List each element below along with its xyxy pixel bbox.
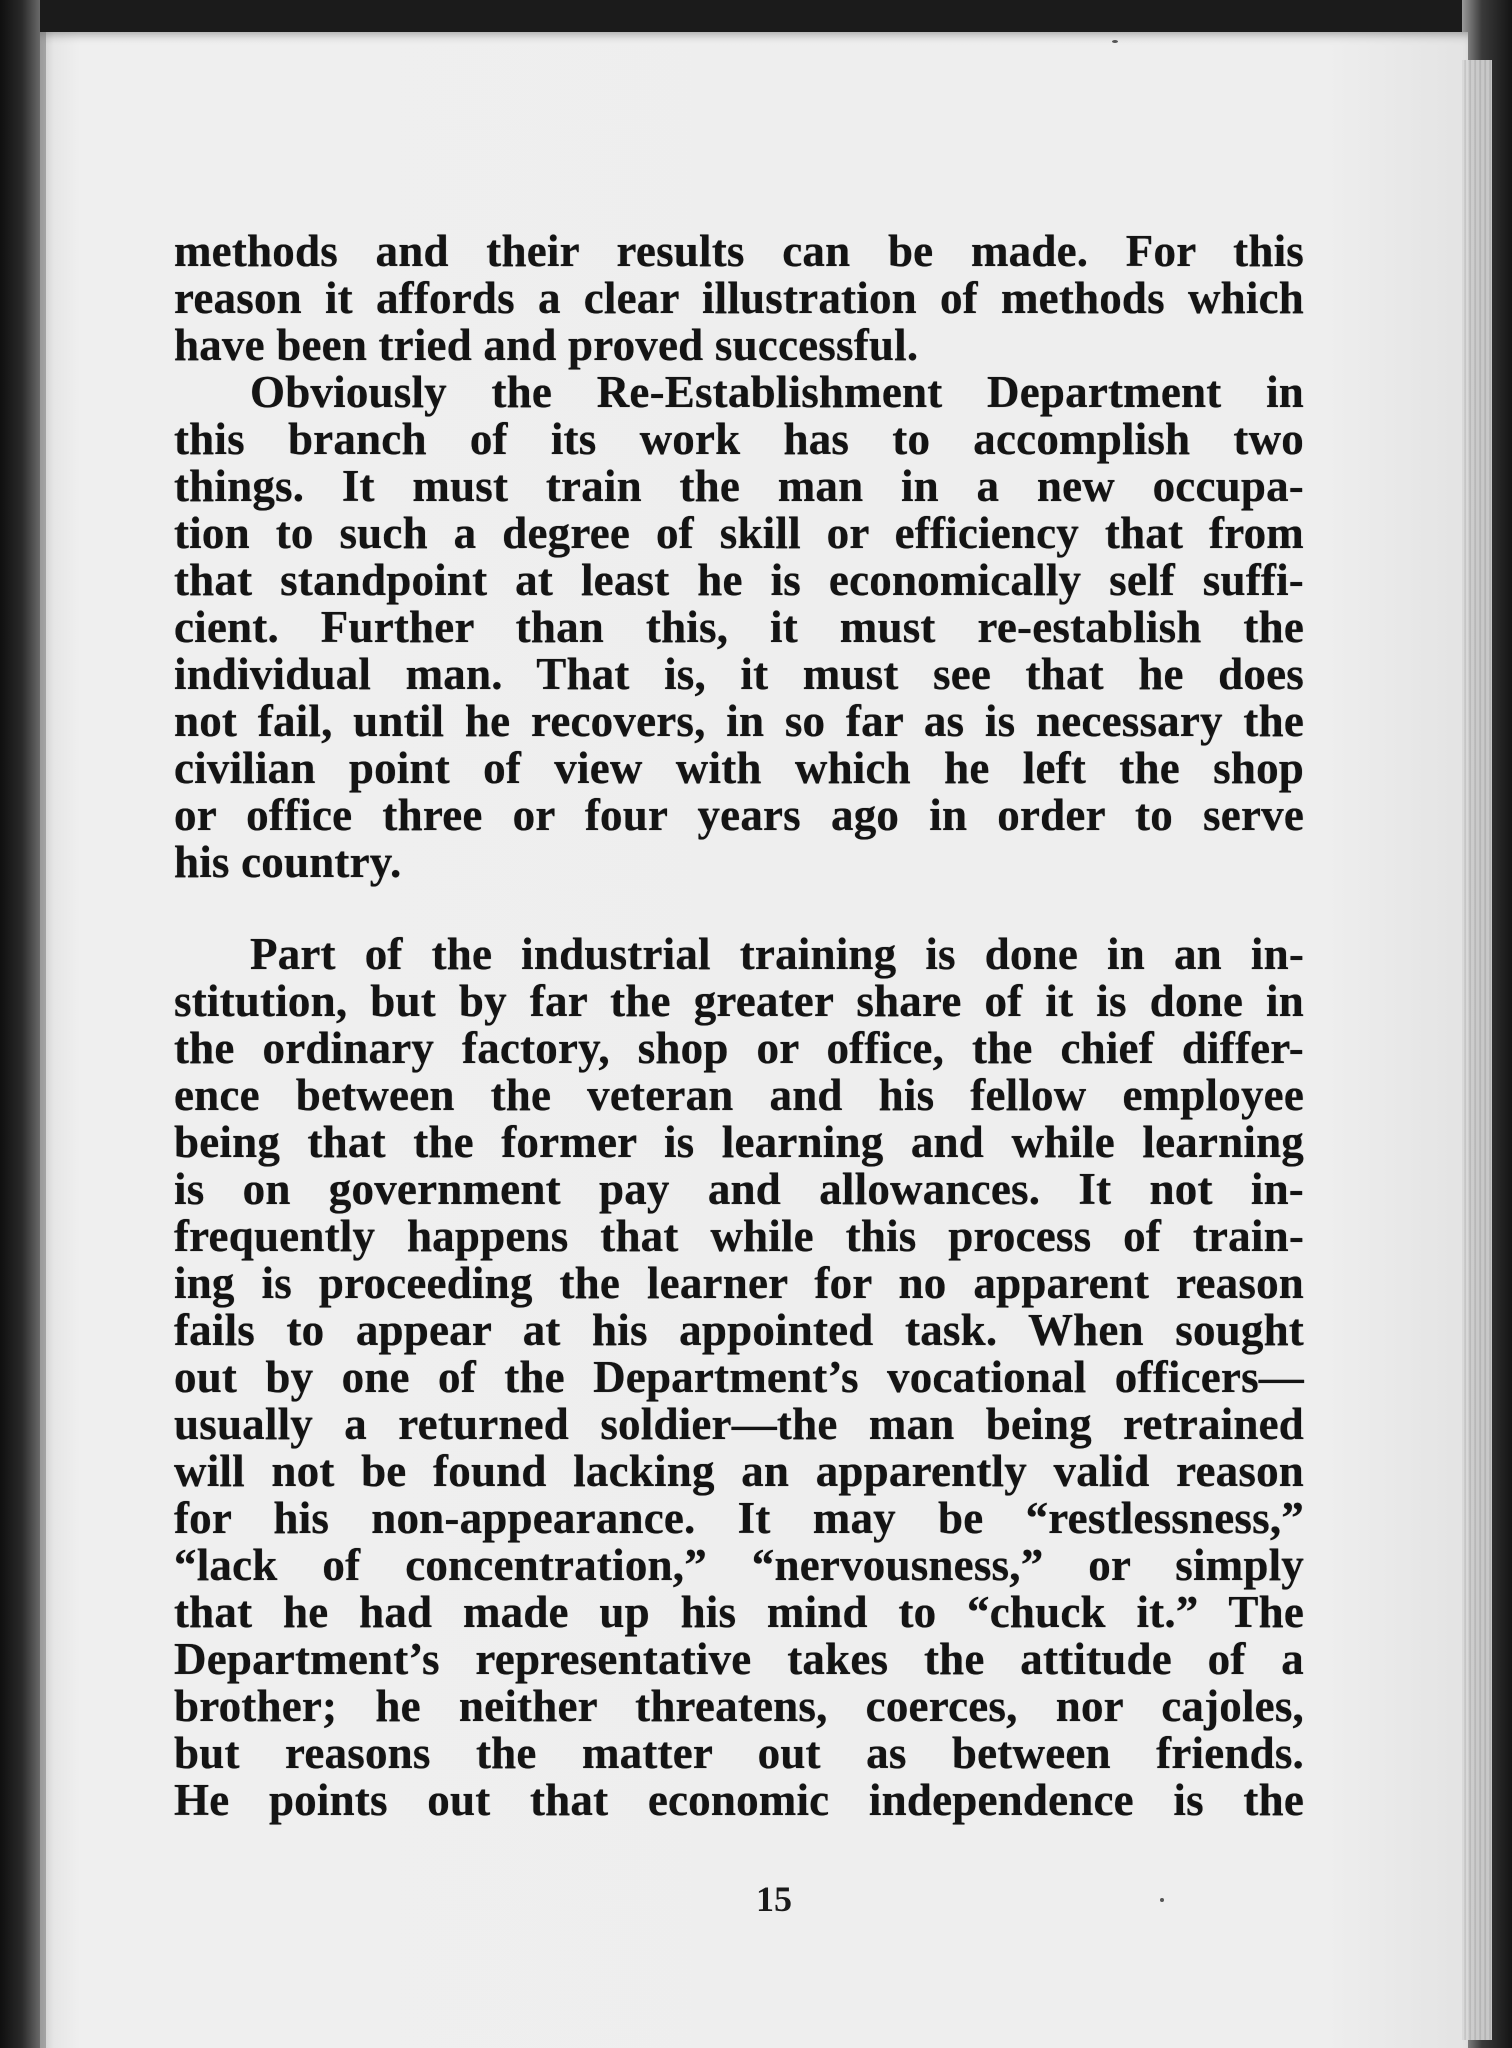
text-line: Obviously the Re-Establishment Department in xyxy=(250,367,1304,417)
text-line: the ordinary factory, shop or office, the chief differ- xyxy=(174,1023,1304,1073)
text-line: not fail, until he recovers, in so far as is necessary the xyxy=(174,696,1304,746)
text-line: usually a returned soldier—the man being retrained xyxy=(174,1399,1304,1449)
text-line: individual man. That is, it must see that he does xyxy=(174,649,1304,699)
text-line: have been tried and proved successful. xyxy=(174,320,919,370)
text-line: He points out that economic independence is the xyxy=(174,1775,1304,1825)
text-line: tion to such a degree of skill or efficiency that from xyxy=(174,508,1304,558)
text-line: Department’s representative takes the attitude of a xyxy=(174,1634,1304,1684)
scan-background-left xyxy=(0,0,40,2048)
page-number: 15 xyxy=(756,1879,792,1919)
text-line: “lack of concentration,” “nervousness,” or simply xyxy=(174,1540,1304,1590)
text-line: that he had made up his mind to “chuck it.” The xyxy=(174,1587,1304,1637)
text-line: his country. xyxy=(174,837,402,887)
paper-speck xyxy=(1112,40,1118,43)
text-line: being that the former is learning and while learning xyxy=(174,1117,1304,1167)
text-line: for his non-appearance. It may be “restlessness,” xyxy=(174,1493,1304,1543)
binding-gutter xyxy=(40,32,46,2048)
text-line: is on government pay and allowances. It not in- xyxy=(174,1164,1304,1214)
text-line: methods and their results can be made. For this xyxy=(174,226,1304,276)
text-line: or office three or four years ago in order to serve xyxy=(174,790,1304,840)
text-line: out by one of the Department’s vocational officers— xyxy=(174,1352,1304,1402)
text-line: will not be found lacking an apparently valid reason xyxy=(174,1446,1304,1496)
text-line: reason it affords a clear illustration of methods which xyxy=(174,273,1304,323)
text-line: civilian point of view with which he left the shop xyxy=(174,743,1304,793)
page-edge-stack xyxy=(1462,60,1492,2040)
paragraph-gap xyxy=(174,886,1304,931)
text-line: things. It must train the man in a new occupa- xyxy=(174,461,1304,511)
text-line: cient. Further than this, it must re-establish the xyxy=(174,602,1304,652)
text-line: stitution, but by far the greater share of it is done in xyxy=(174,976,1304,1026)
paper-speck xyxy=(1160,1898,1164,1902)
book-page xyxy=(40,32,1468,2048)
text-line: ence between the veteran and his fellow employee xyxy=(174,1070,1304,1120)
text-line: this branch of its work has to accomplish two xyxy=(174,414,1304,464)
text-line: ing is proceeding the learner for no apparent reason xyxy=(174,1258,1304,1308)
text-line: fails to appear at his appointed task. When sought xyxy=(174,1305,1304,1355)
text-line: Part of the industrial training is done in an in- xyxy=(250,929,1304,979)
body-text xyxy=(174,228,1304,1824)
text-line: frequently happens that while this process of train- xyxy=(174,1211,1304,1261)
text-line: but reasons the matter out as between friends. xyxy=(174,1728,1304,1778)
text-line: that standpoint at least he is economically self suffi- xyxy=(174,555,1304,605)
text-line: brother; he neither threatens, coerces, nor cajoles, xyxy=(174,1681,1304,1731)
